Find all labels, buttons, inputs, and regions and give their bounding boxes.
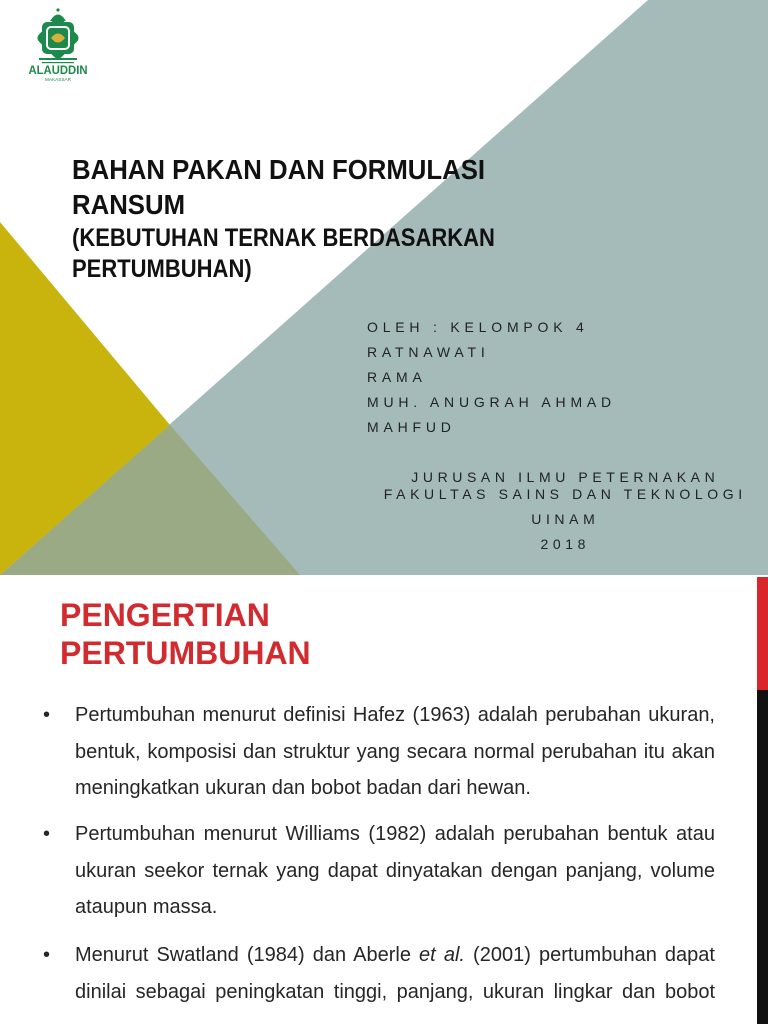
logo-finial — [56, 8, 59, 11]
year-line: 2018 — [540, 536, 591, 552]
bullet-item — [43, 697, 715, 807]
logo-base — [39, 58, 77, 60]
logo-small-caption-line — [42, 62, 74, 63]
author-name: RATNAWATI — [367, 344, 490, 360]
author-name: MAHFUD — [367, 419, 456, 435]
bullet-text-line: dinilai sebagai peningkatan tinggi, panjang, ukuran lingkar dan bobot — [75, 980, 715, 1003]
bullet-text-line: Pertumbuhan menurut Williams (1982) adalah perubahan bentuk atau — [75, 823, 715, 845]
bullet-text-line: Pertumbuhan menurut definisi Hafez (1963) adalah perubahan ukuran, — [75, 704, 715, 726]
accent-bar-black — [757, 690, 768, 1024]
content-slide — [0, 576, 768, 1024]
bullet-text-line: meningkatkan ukuran dan bobot badan dari hewan. — [75, 777, 531, 799]
italic-citation: et al. — [419, 944, 465, 966]
slide-title-line-1: BAHAN PAKAN DAN FORMULASI — [72, 154, 486, 185]
university-line: UINAM — [531, 511, 600, 527]
bullet-text-line: bentuk, komposisi dan struktur yang secara normal perubahan itu akan — [75, 740, 715, 763]
slide-title-line-2: RANSUM — [72, 189, 186, 220]
bullet-text-segment: (2001) pertumbuhan dapat — [464, 944, 715, 966]
bullet-text-segment: Menurut Swatland (1984) dan Aberle — [75, 944, 420, 966]
logo-city: MAKASSAR — [45, 77, 72, 82]
section-heading-line-2: PERTUMBUHAN — [60, 635, 311, 671]
bullet-text-line: ataupun massa. — [75, 896, 218, 918]
faculty-line: FAKULTAS SAINS DAN TEKNOLOGI — [383, 486, 747, 502]
logo-wordmark: ALAUDDIN — [28, 65, 88, 77]
bullet-marker: • — [43, 704, 51, 726]
slide-subtitle-line-2: PERTUMBUHAN) — [72, 255, 252, 283]
department-line: JURUSAN ILMU PETERNAKAN — [411, 469, 720, 485]
author-name: RAMA — [367, 369, 427, 385]
bullet-text-line — [75, 937, 715, 974]
author-list — [367, 315, 616, 440]
bullet-text-line: ukuran seekor ternak yang dapat dinyatakan dengan panjang, volume — [75, 859, 715, 882]
bullet-marker: • — [43, 944, 51, 966]
author-name: MUH. ANUGRAH AHMAD — [367, 394, 616, 410]
bullet-item — [43, 816, 715, 926]
bullet-marker: • — [43, 823, 51, 845]
section-heading-line-1: PENGERTIAN — [60, 597, 270, 633]
university-logo — [27, 7, 89, 85]
bullet-item — [43, 937, 715, 1010]
author-group-label: OLEH : KELOMPOK 4 — [367, 319, 589, 335]
slide-subtitle-line-1: (KEBUTUHAN TERNAK BERDASARKAN — [72, 224, 495, 252]
accent-bar-red — [757, 577, 768, 690]
